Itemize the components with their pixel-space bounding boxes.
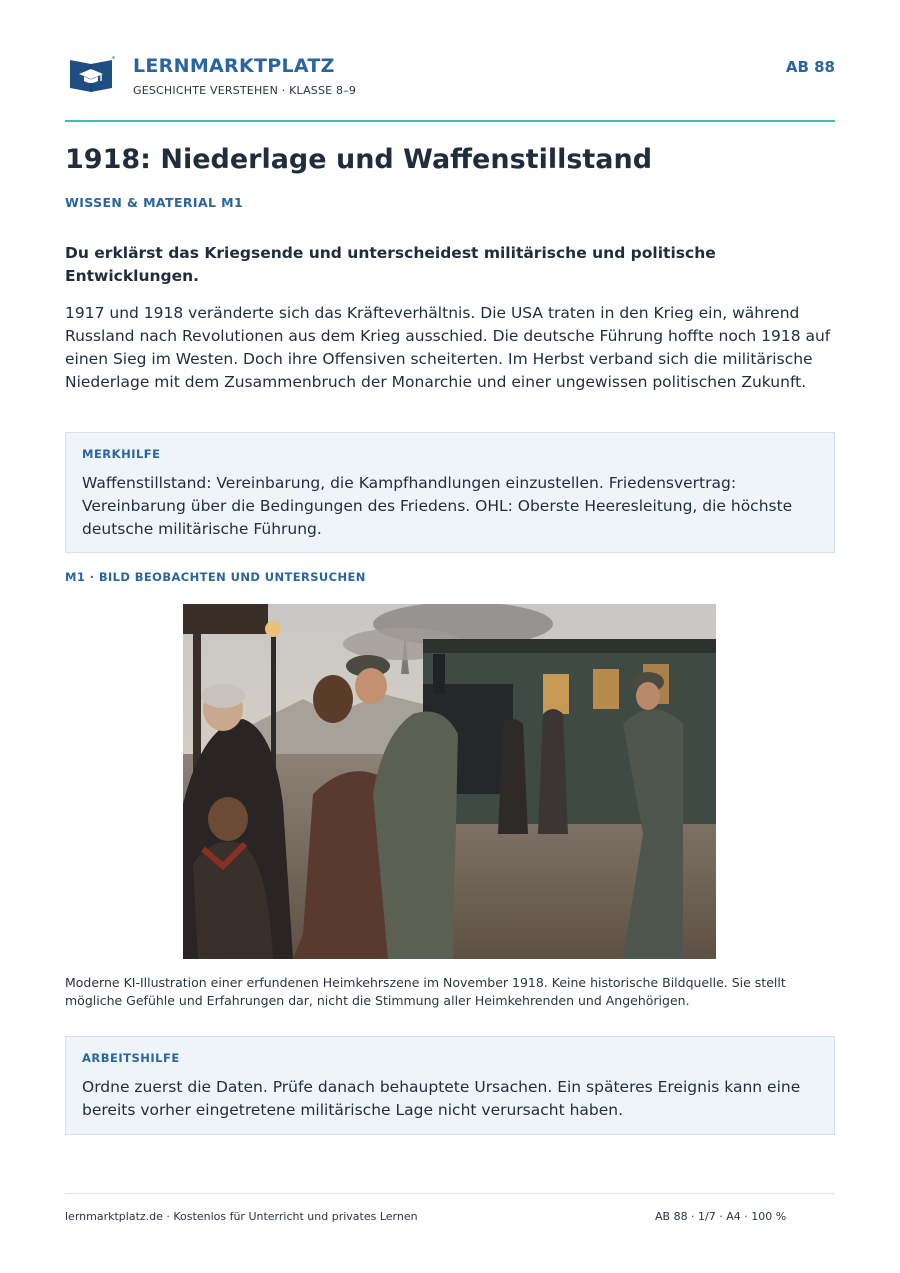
graduation-cap-book-icon: [67, 54, 115, 94]
merkhilfe-box: [65, 432, 835, 553]
page-title: 1918: Niederlage und Waffenstillstand: [65, 144, 653, 175]
sheet-id: AB 88: [785, 58, 835, 76]
footer-page-info: AB 88 · 1/7 · A4 · 100 %: [655, 1210, 787, 1223]
material-label: M1 · BILD BEOBACHTEN UND UNTERSUCHEN: [65, 570, 366, 584]
image-caption: Moderne KI-Illustration einer erfundenen Heimkehrszene im November 1918. Keine historische Bildquelle. Sie stellt mögliche Gefühle und Erfahrungen dar, nicht die Stimmung aller Heimkehrenden und Angehörigen.: [65, 975, 786, 1008]
arbeitshilfe-text: Ordne zuerst die Daten. Prüfe danach behauptete Ursachen. Ein späteres Ereignis kann eine bereits vorher eingetretene militärische Lage nicht verursacht haben.: [82, 1078, 801, 1119]
footer-divider: [65, 1193, 835, 1194]
brand-subtitle: GESCHICHTE VERSTEHEN · KLASSE 8–9: [133, 84, 357, 97]
merkhilfe-text: Waffenstillstand: Vereinbarung, die Kampfhandlungen einzustellen. Friedensvertrag: Vereinbarung über die Bedingungen des Friedens. OHL: Oberste Heeresleitung, die höchste deutsche militärische Führung.: [82, 474, 793, 538]
arbeitshilfe-label: ARBEITSHILFE: [82, 1051, 180, 1065]
header-divider: [65, 120, 835, 122]
footer-source: lernmarktplatz.de · Kostenlos für Unterricht und privates Lernen: [65, 1210, 418, 1223]
section-kicker: WISSEN & MATERIAL M1: [65, 195, 244, 210]
learning-goal: Du erklärst das Kriegsende und unterscheidest militärische und politische Entwicklungen.: [65, 244, 716, 285]
merkhilfe-label: MERKHILFE: [82, 447, 161, 461]
arbeitshilfe-box: [65, 1036, 835, 1135]
brand-name: LERNMARKTPLATZ: [133, 55, 335, 77]
homecoming-illustration: [183, 604, 716, 959]
intro-paragraph: 1917 und 1918 veränderte sich das Kräfteverhältnis. Die USA traten in den Krieg ein, während Russland nach Revolutionen aus dem Krieg ausschied. Die deutsche Führung hoffte noch 1918 auf einen Sieg im Westen. Doch ihre Offensiven scheiterten. Im Herbst verband sich die militärische Niederlage mit dem Zusammenbruch der Monarchie und einer ungewissen politischen Zukunft.: [65, 304, 831, 391]
page-header: [65, 50, 835, 100]
